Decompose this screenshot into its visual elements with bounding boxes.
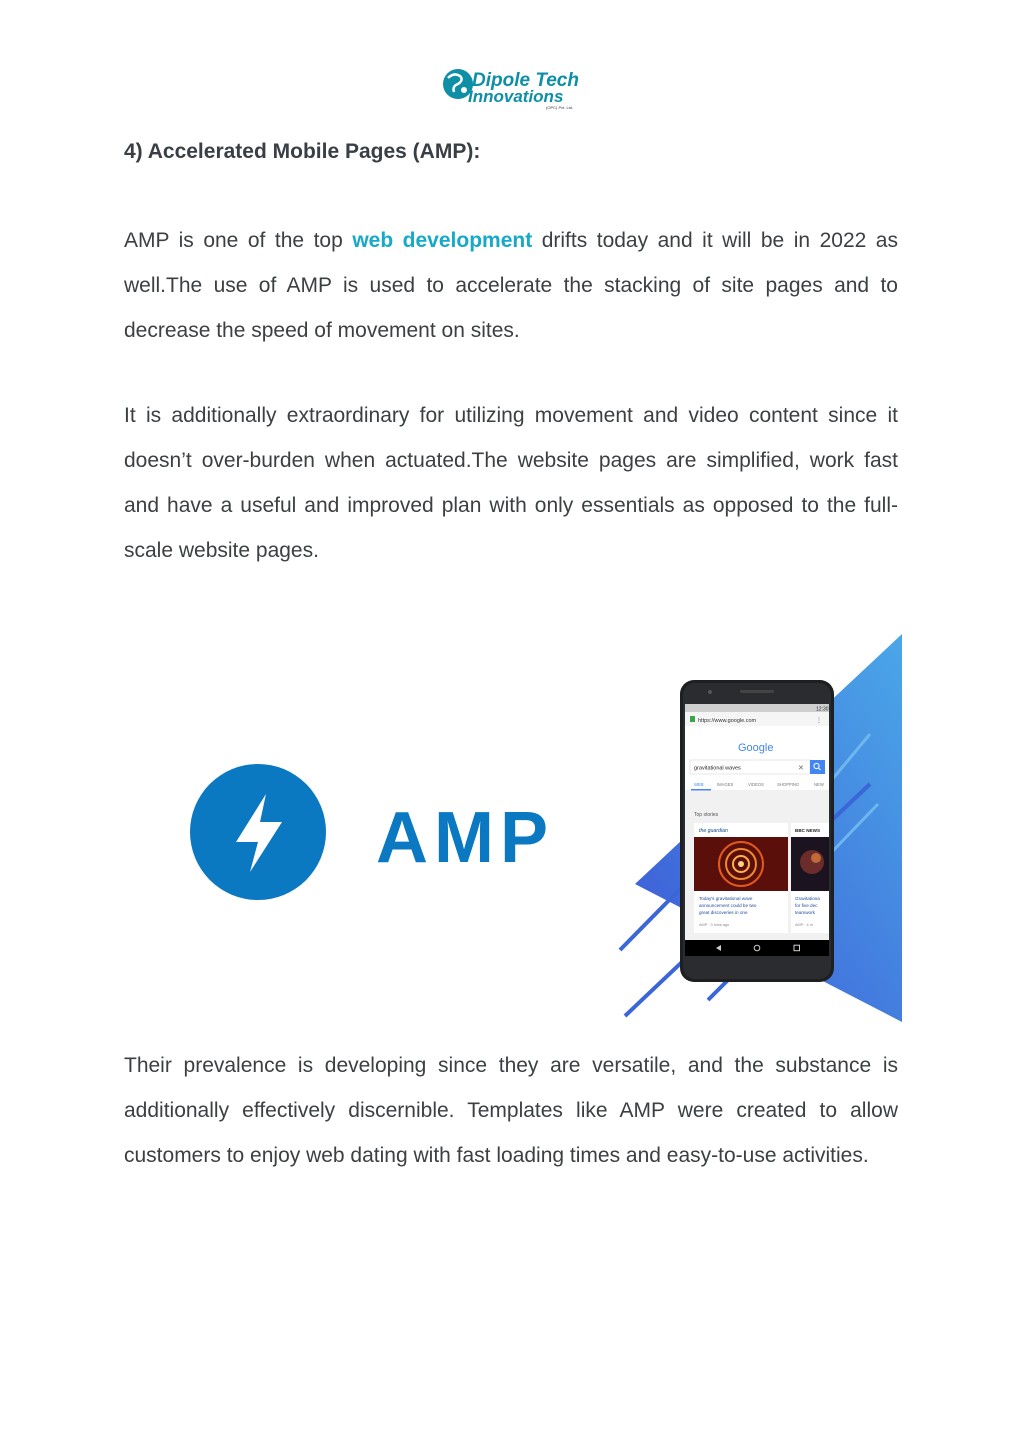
google-logo: Google (738, 742, 774, 754)
search-input[interactable]: gravitational waves (694, 765, 741, 772)
tab-new[interactable]: NEW (814, 782, 824, 787)
tab-web[interactable]: WEB (694, 782, 704, 787)
clear-icon[interactable]: ✕ (798, 765, 804, 772)
phone-mockup (680, 680, 834, 982)
story-1-meta: AMP · 3 mins ago (699, 923, 730, 927)
story-2-headline-line-3: teamwork (795, 910, 815, 915)
tab-shopping[interactable]: SHOPPING (777, 782, 800, 787)
story-2-source: BBC NEWS (795, 828, 821, 833)
search-button[interactable] (810, 760, 825, 774)
amp-wordmark: AMP (376, 798, 554, 878)
company-logo (438, 60, 584, 110)
paragraph-2: It is additionally extraordinary for utilizing movement and video content since it doesn’t over-burden when actuated.The website pages are simplified, work fast and have a useful and improved plan with only essentials as opposed to the full-scale website pages. (124, 404, 898, 562)
paragraph-3: Their prevalence is developing since they are versatile, and the substance is additionally effectively discernible. Templates like AMP were created to allow customers to enjoy web dating with fast loading times and easy-to-use activities. (124, 1054, 898, 1167)
paragraph-1 (124, 218, 898, 353)
status-time: 12:30 (816, 706, 829, 713)
story-2-headline-line-1: Gravitationa (795, 896, 820, 901)
web-development-link[interactable]: web development (352, 229, 533, 252)
url-text[interactable]: https://www.google.com (698, 718, 757, 724)
paragraph-1-text-start: AMP is one of the top (124, 229, 353, 252)
logo-subtext: (OPC) Pvt. Ltd. (546, 105, 574, 110)
logo-text-line2: Innovations (468, 87, 564, 106)
story-1-headline-line-3: great discoveries in one (699, 910, 748, 915)
story-1-headline-line-1: Today's gravitational wave (699, 896, 753, 901)
story-2-headline-line-2: for five dec (795, 903, 818, 908)
logo-text-line1: Dipole Tech (472, 70, 579, 91)
story-card-2[interactable] (791, 823, 829, 933)
story-2-meta: AMP · 4 m (795, 923, 813, 927)
top-stories-title: Top stories (694, 812, 719, 818)
phone-nav-bar (685, 940, 829, 956)
tab-images[interactable]: IMAGES (717, 782, 734, 787)
story-1-headline-line-2: announcement could be two (699, 903, 757, 908)
paragraph-1-text-end: drifts today and it will be in 2022 as well.The use of AMP is used to accelerate the stacking of site pages and to decrease the speed of movement on sites. (124, 229, 898, 342)
amp-illustration (180, 634, 904, 1024)
story-1-source: the guardian (699, 828, 728, 834)
story-card-1[interactable] (694, 823, 788, 933)
section-heading: 4) Accelerated Mobile Pages (AMP): (124, 140, 481, 163)
lock-icon (690, 716, 695, 722)
tab-videos[interactable]: VIDEOS (748, 782, 764, 787)
menu-dots-icon[interactable]: ⋮ (816, 718, 822, 724)
